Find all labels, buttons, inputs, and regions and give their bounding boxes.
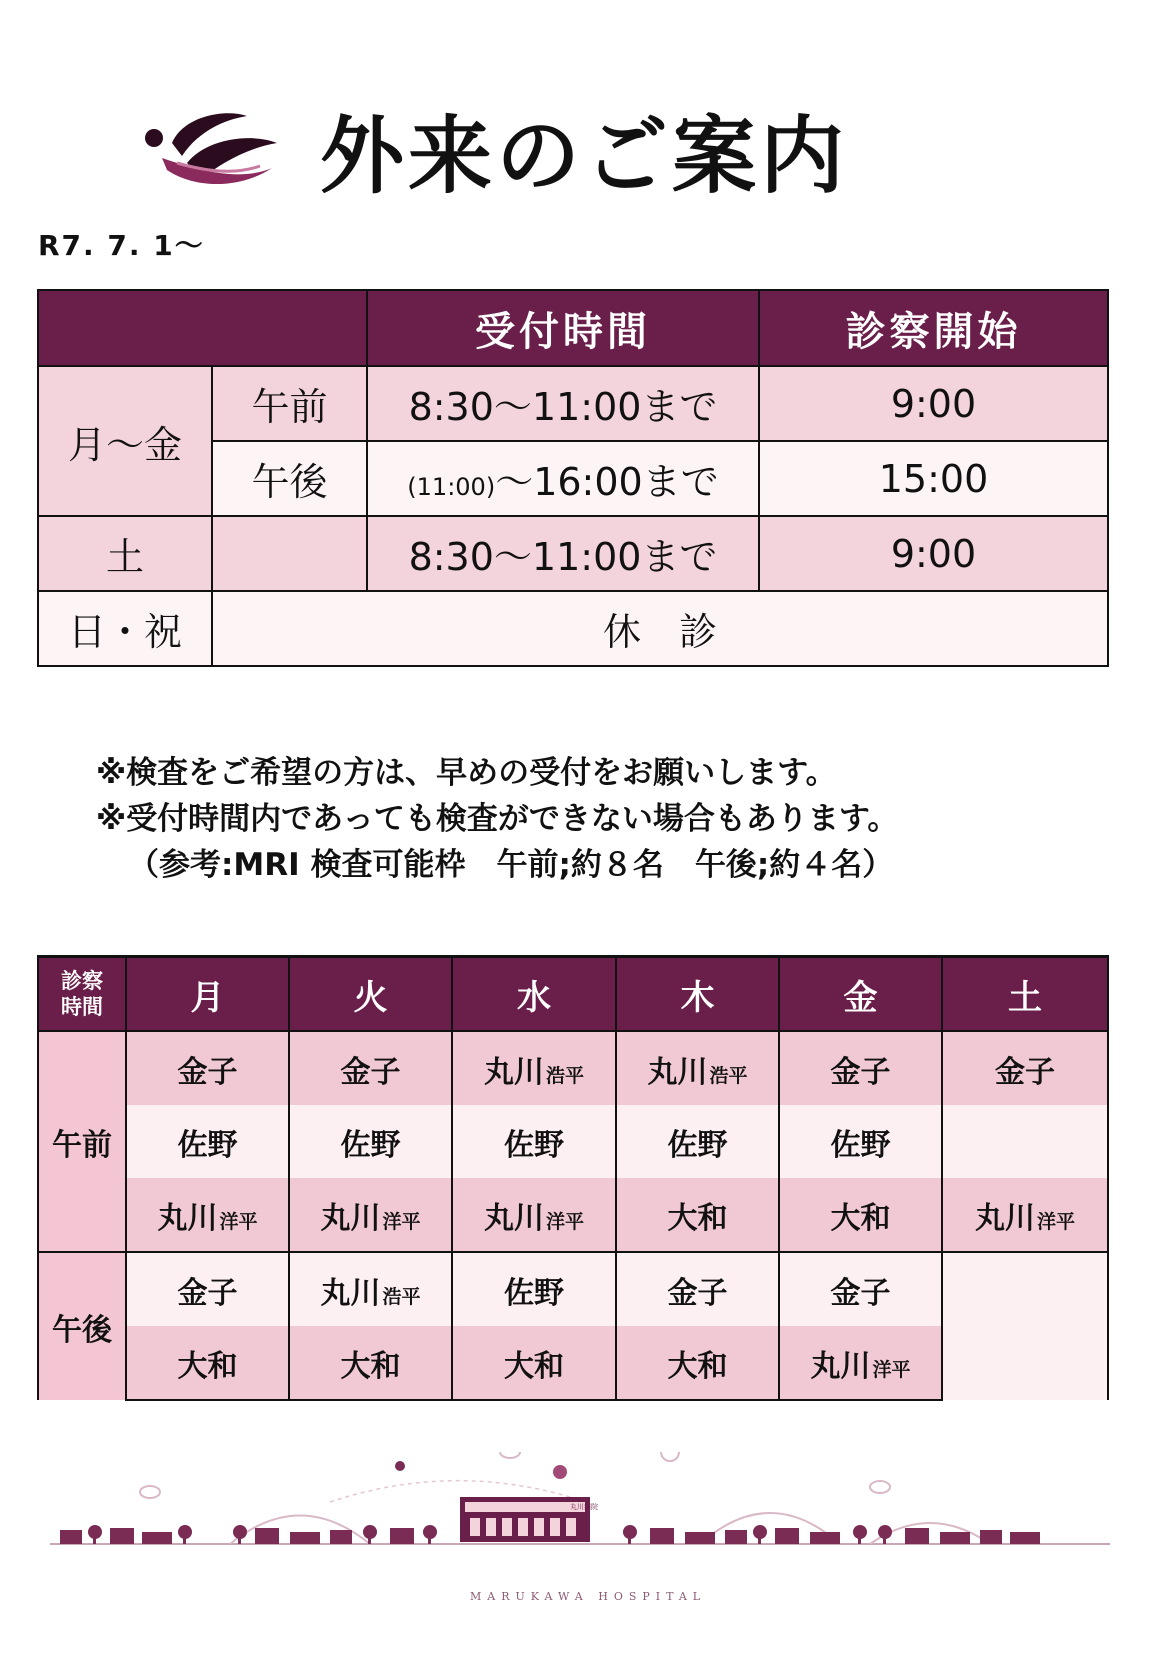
doctor-name: 丸川 bbox=[483, 1054, 544, 1090]
doctor-cell bbox=[779, 1326, 942, 1400]
doctor-name: 佐野 bbox=[177, 1127, 238, 1163]
note-line-3: （参考:MRI 検査可能枠 午前;約８名 午後;約４名） bbox=[128, 847, 894, 883]
doctor-name: 丸川 bbox=[974, 1200, 1035, 1236]
doctor-cell bbox=[289, 1252, 452, 1326]
weekday-pm-reception-text: ～16:00まで bbox=[495, 460, 719, 504]
doctor-cell bbox=[452, 1326, 616, 1400]
doctor-cell bbox=[616, 1031, 779, 1105]
holiday-closed: 休 診 bbox=[212, 591, 1108, 666]
schedule-corner-header bbox=[38, 957, 126, 1032]
day-header: 水 bbox=[452, 957, 616, 1032]
doctor-given-name: 浩平 bbox=[709, 1064, 748, 1087]
hours-header-start: 診察開始 bbox=[759, 290, 1108, 366]
notes bbox=[96, 750, 898, 888]
weekday-am-reception: 8:30～11:00まで bbox=[367, 366, 759, 441]
doctor-cell bbox=[289, 1178, 452, 1252]
doctor-name: 佐野 bbox=[504, 1275, 564, 1311]
doctor-name: 佐野 bbox=[504, 1127, 564, 1163]
weekday-pm-reception-prefix: (11:00) bbox=[407, 473, 496, 501]
doctor-given-name: 洋平 bbox=[872, 1358, 911, 1381]
weekday-pm-reception bbox=[367, 441, 759, 516]
corner-line-2: 時間 bbox=[61, 995, 103, 1019]
doctor-name: 金子 bbox=[340, 1054, 401, 1090]
saturday-blank bbox=[212, 516, 367, 591]
weekday-pm-label: 午後 bbox=[212, 441, 367, 516]
doctor-name: 丸川 bbox=[320, 1275, 381, 1311]
doctor-name: 金子 bbox=[995, 1054, 1055, 1090]
doctor-cell bbox=[942, 1105, 1108, 1178]
hospital-name: MARUKAWA HOSPITAL bbox=[470, 1590, 707, 1603]
day-header: 月 bbox=[126, 957, 289, 1032]
doctor-cell bbox=[942, 1031, 1108, 1105]
doctor-name: 佐野 bbox=[830, 1127, 891, 1163]
doctor-cell bbox=[126, 1178, 289, 1252]
doctor-cell bbox=[616, 1252, 779, 1326]
doctor-name: 大和 bbox=[667, 1348, 728, 1384]
doctor-cell bbox=[779, 1105, 942, 1178]
weekday-am-label: 午前 bbox=[212, 366, 367, 441]
hospital-logo-icon bbox=[142, 108, 282, 198]
doctor-name: 金子 bbox=[177, 1054, 238, 1090]
weekday-pm-start: 15:00 bbox=[759, 441, 1108, 516]
period-am-label: 午前 bbox=[38, 1031, 126, 1252]
day-header: 土 bbox=[942, 957, 1108, 1032]
doctor-given-name: 洋平 bbox=[545, 1210, 584, 1233]
doctor-cell bbox=[289, 1326, 452, 1400]
saturday-label: 土 bbox=[38, 516, 212, 591]
doctor-name: 丸川 bbox=[810, 1348, 871, 1384]
doctor-name: 丸川 bbox=[647, 1054, 708, 1090]
doctor-name: 金子 bbox=[830, 1054, 891, 1090]
saturday-pm-blank bbox=[942, 1252, 1108, 1400]
hours-header-reception: 受付時間 bbox=[367, 290, 759, 366]
doctor-cell bbox=[126, 1252, 289, 1326]
weekday-am-start: 9:00 bbox=[759, 366, 1108, 441]
holiday-label: 日・祝 bbox=[38, 591, 212, 666]
doctor-name: 大和 bbox=[504, 1348, 564, 1384]
doctor-cell bbox=[289, 1031, 452, 1105]
corner-line-1: 診察 bbox=[61, 969, 103, 993]
day-header: 火 bbox=[289, 957, 452, 1032]
doctor-name: 丸川 bbox=[157, 1200, 218, 1236]
doctor-given-name: 洋平 bbox=[382, 1210, 421, 1233]
doctor-cell bbox=[289, 1105, 452, 1178]
doctor-cell bbox=[126, 1105, 289, 1178]
doctor-given-name: 浩平 bbox=[545, 1064, 584, 1087]
doctor-cell bbox=[616, 1326, 779, 1400]
doctor-name: 大和 bbox=[667, 1200, 728, 1236]
doctor-name: 金子 bbox=[177, 1275, 238, 1311]
doctor-cell bbox=[779, 1031, 942, 1105]
building-sign: 丸川病院 bbox=[570, 1503, 598, 1511]
weekday-label: 月～金 bbox=[38, 366, 212, 516]
page-title: 外来のご案内 bbox=[320, 107, 849, 205]
doctor-cell bbox=[616, 1105, 779, 1178]
day-header: 木 bbox=[616, 957, 779, 1032]
reception-hours-table bbox=[37, 289, 1109, 667]
period-pm-label: 午後 bbox=[38, 1252, 126, 1400]
note-line-2: ※受付時間内であっても検査ができない場合もあります。 bbox=[96, 801, 899, 837]
doctor-given-name: 洋平 bbox=[1036, 1210, 1075, 1233]
doctor-name: 金子 bbox=[667, 1275, 728, 1311]
doctor-name: 大和 bbox=[177, 1348, 238, 1384]
town-illustration bbox=[50, 1452, 1110, 1602]
day-header: 金 bbox=[779, 957, 942, 1032]
doctor-given-name: 洋平 bbox=[219, 1210, 258, 1233]
doctor-cell bbox=[779, 1252, 942, 1326]
doctor-cell bbox=[942, 1178, 1108, 1252]
doctor-cell bbox=[126, 1031, 289, 1105]
doctor-name: 佐野 bbox=[340, 1127, 401, 1163]
saturday-reception: 8:30～11:00まで bbox=[367, 516, 759, 591]
doctor-name: 大和 bbox=[830, 1200, 891, 1236]
doctor-name: 丸川 bbox=[483, 1200, 544, 1236]
doctor-cell bbox=[452, 1252, 616, 1326]
hours-header-blank bbox=[38, 290, 367, 366]
doctor-cell bbox=[126, 1326, 289, 1400]
note-line-1: ※検査をご希望の方は、早めの受付をお願いします。 bbox=[96, 755, 837, 791]
doctor-cell bbox=[452, 1178, 616, 1252]
doctor-given-name: 浩平 bbox=[382, 1285, 421, 1308]
doctor-cell bbox=[779, 1178, 942, 1252]
doctor-schedule-table bbox=[37, 955, 1109, 1401]
doctor-cell bbox=[452, 1105, 616, 1178]
effective-date: R7. 7. 1～ bbox=[38, 229, 205, 262]
doctor-name: 丸川 bbox=[320, 1200, 381, 1236]
doctor-name: 佐野 bbox=[667, 1127, 728, 1163]
doctor-cell bbox=[616, 1178, 779, 1252]
saturday-start: 9:00 bbox=[759, 516, 1108, 591]
doctor-name: 金子 bbox=[830, 1275, 891, 1311]
doctor-name: 大和 bbox=[340, 1348, 401, 1384]
doctor-cell bbox=[452, 1031, 616, 1105]
